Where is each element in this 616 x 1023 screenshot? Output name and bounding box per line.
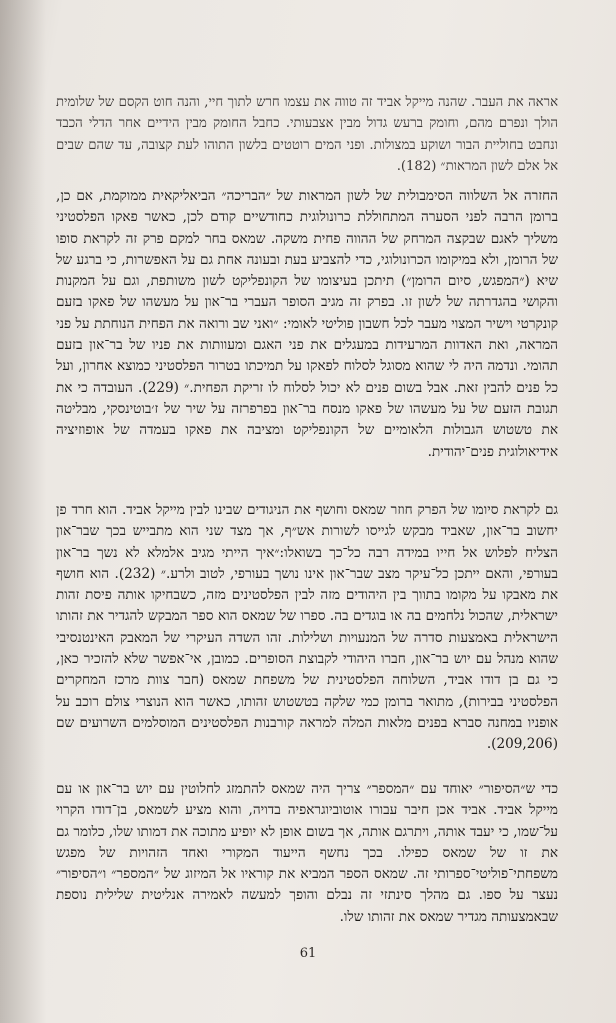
page-gutter-shadow [0,0,46,1023]
paragraph-3 [56,779,558,928]
block-quote [56,92,558,177]
paragraph-2 [56,500,558,756]
paragraph-text: גם לקראת סיומו של הפרק חוזר שמאס וחושף את הניגודים שבינו לבין מייקל אביד. הוא חרד פן יחשוב בר־און, שאביד מבקש לגייסו לשורות אש״ף, אך מצד שני הוא מתבייש בכך שבר־און הצליח לפלוש אל חייו במידה רבה כל־כך בשואלו:״איך הייתי מגיב אלמלא לא נשך בר־און בעורפי, והאם ייתכן כל־עיקר מצב שבר־און אינו נושך בעורפי, לטוב ולרע.״ (232). הוא חושף את מאבקו על מקומו בתווך בין היהודים מזה לבין הפלסטינים מזה, כשבחיקו אותה פיסת זהות ישראלית, שהכול נלחמים בה או בוגדים בה. ספרו של שמאס הוא ספר המבקש להגדיר את זהותו הישראלית באמצעות סדרה של המנעויות ושלילות. זהו השדה העיקרי של המאבק האינטנסיבי שהוא מנהל עם יוש בר־און, חברו היהודי לקבוצת הסופרים. כמובן, אי־אפשר שלא להזכיר כאן, כי גם בן דודו אביד, השלוחה הפלסטינית של משפחת שמאס (חבר צוות מרכז המחקרים הפלסטיני בבירות), מתואר ברומן כמי שלקה בטשטוש זהותו, כאשר הוא הנוצרי צולם רוכב על אופניו במחנה סברא בפנים מלאות המלה למראה קורבנות הפלסטינים המוסלמים השרועים שם (209,206). [56,502,558,753]
paragraph-text: כדי ש״הסיפור״ יאוחד עם ״המספר״ צריך היה שמאס להתמזג לחלוטין עם יוש בר־און או עם מייקל אביד. אביד אכן חיבר עבורו אוטוביוגראפיה בדויה, והוא מציע לשמאס, בן־דודו הקרוי על־שמו, כי יעבד אותה, ויתרגם אותה, אך בשום אופן לא יופיע מתוכה את דמותו שלו, כלומר גם את זו של שמאס כפילו. בכך נחשף הייעוד המקורי ואחד הזהויות של מפגש משפחתי־פוליטי־ספרותי זה. שמאס הספר המביא את קוראיו אל המיזוג של ״המספר״ ו״הסיפור״ נעצר על ספו. גם מהלך סינתזי זה נבלם והופך למעשה לאמירה אנליטית שלילית נוספת שבאמצעותה מגדיר שמאס את זהותו שלו. [56,781,558,925]
paragraph-text: החזרה אל השלווה הסימבולית של לשון המראות של ״הבריכה״ הביאליקאית ממוקמת, אם כן, ברומן הרבה לפני הסערה המתחוללת כרונולוגית כחודשיים קודם לכן, כאשר פאקו הפלסטיני משליך לאגם שבקצה המרחק של ההווה פחית משקה. שמאס בחר למקם פרק זה לקראת סופו של הרומן, ולא במיקומו הכרונולוגי, כדי להצביע בעת ובעונה אחת גם על האפשרות, כי ברגע של שיא (״המפגש, סיום הרומן״) תיתכן בעיצומו של הקונפליקט לשון משותפת, וגם על המקנות והקושי בהגדרתה של לשון זו. בפרק זה מגיב הסופר העברי בר־און על מעשהו של פאקו בזעם קונקרטי וישיר המצוי מעבר לכל חשבון פוליטי לאומי: ״ואני שב ורואה את הפחית הנוחתת על פני המראה, ואת האדוות המרעידות במעגלים את פני האגם ומעוותות את פניו של בר־און בזעם תהומי. ונדמה היה לי שהוא מסוגל לסלוח לפאקו על תמיכתו בטרור הפלסטיני כמוצא אחרון, ועל כל פנים להבין זאת. אבל בשום פנים לא יכול לסלוח לו זריקת הפחית.״ (229). העובדה כי את תגובת הזעם של על מעשהו של פאקו מנסח בר־און בפרפרזה על שיר של ז׳בוטינסקי, מבליטה את טשטוש הגבולות הלאומיים של הקונפליקט ומציבה את פאקו בעמדה של אופוזיציה אידיאולוגית פנים־יהודית. [56,188,559,460]
page-number: 61 [299,946,317,961]
quote-text: אראה את העבר. שהנה מייקל אביד זה טווה את עצמו חרש לתוך חיי, והנה חוט הקסם של שלומית הולך ונפרם מהם, וחומק ברעש גדול מבין אצבעותי. כחבל החומק מבין הידיים אחר הדלי הכבד ונחבט בחוליית הבור ושוקע במצולות. ופני המים רוטטים בלשון התוהו לעת קצובה, עד שהם שבים אל אלם לשון המראות״ (182). [56,95,558,174]
paragraph-1 [56,186,558,463]
